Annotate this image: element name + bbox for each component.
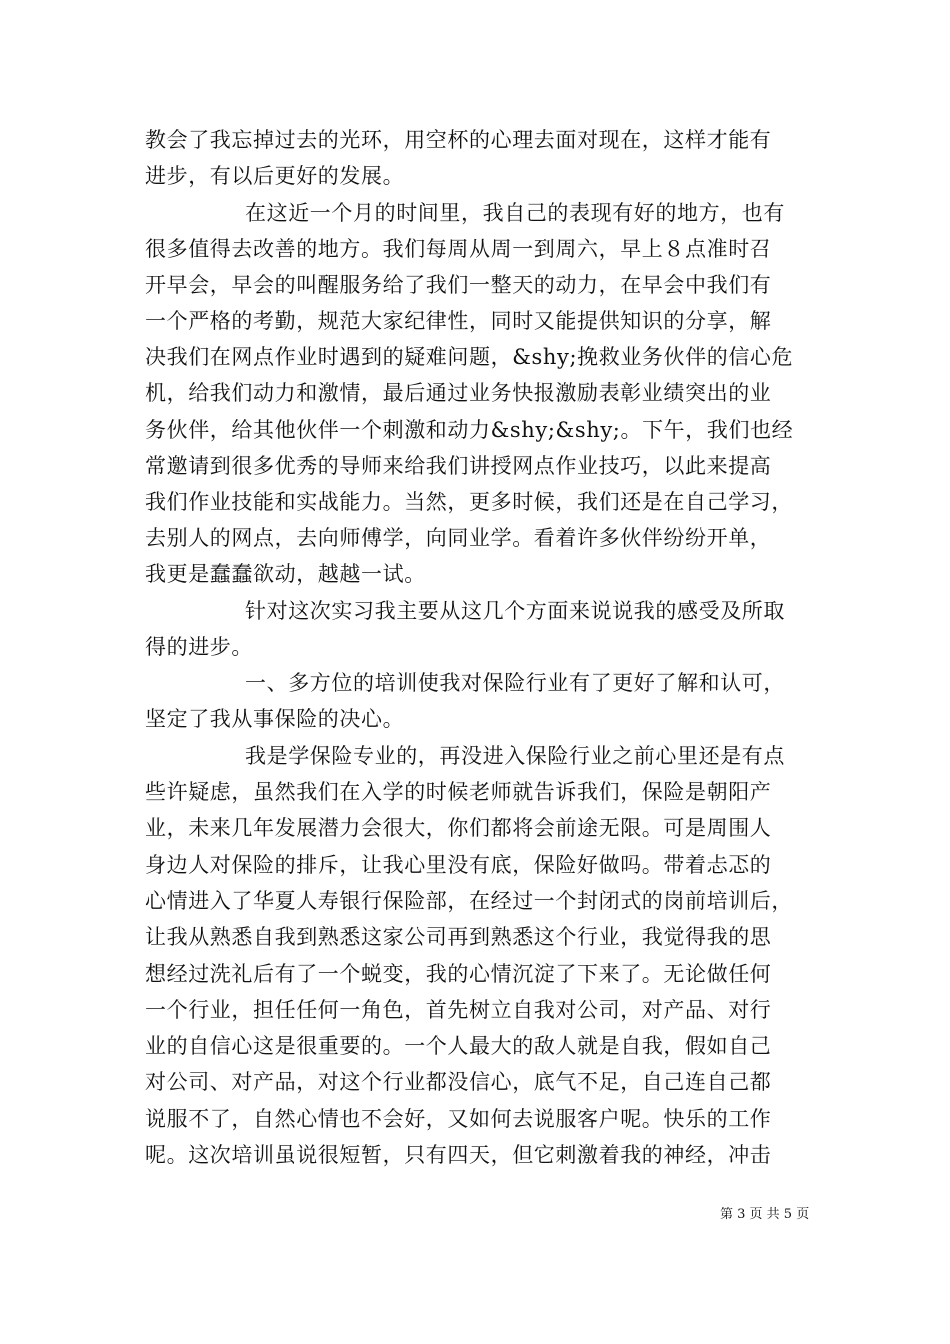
- text-line: 些许疑虑，虽然我们在入学的时候老师就告诉我们，保险是朝阳产: [145, 780, 772, 804]
- page-number-footer: 第 3 页 共 5 页: [720, 1207, 810, 1222]
- text-line: 务伙伴，给其他伙伴一个刺激和动力&shy;&shy;。下午，我们也经: [145, 418, 794, 442]
- text-line: 让我从熟悉自我到熟悉这家公司再到熟悉这个行业，我觉得我的思: [145, 925, 772, 949]
- text-line: 机，给我们动力和激情，最后通过业务快报激励表彰业绩突出的业: [145, 381, 772, 405]
- text-line: 一个严格的考勤，规范大家纪律性，同时又能提供知识的分享，解: [145, 309, 772, 333]
- text-line: 开早会，早会的叫醒服务给了我们一整天的动力，在早会中我们有: [145, 273, 772, 297]
- text-line: 一个行业，担任任何一角色，首先树立自我对公司，对产品、对行: [145, 998, 772, 1022]
- text-line: 得的进步。: [145, 635, 253, 659]
- text-line: 业，未来几年发展潜力会很大，你们都将会前途无限。可是周围人: [145, 816, 772, 840]
- text-line: 想经过洗礼后有了一个蜕变，我的心情沉淀了下来了。无论做任何: [145, 962, 772, 986]
- text-line: 我更是蠢蠢欲动，越越一试。: [145, 562, 426, 586]
- text-line: 说服不了，自然心情也不会好，又如何去说服客户呢。快乐的工作: [145, 1107, 772, 1131]
- section-heading-line: 坚定了我从事保险的决心。: [145, 707, 405, 731]
- text-line: 呢。这次培训虽说很短暂，只有四天，但它刺激着我的神经，冲击: [145, 1143, 772, 1167]
- text-line: 业的自信心这是很重要的。一个人最大的敌人就是自我，假如自己: [145, 1034, 772, 1058]
- paragraph-start-line: 在这近一个月的时间里，我自己的表现有好的地方，也有: [245, 201, 785, 225]
- text-line: 进步，有以后更好的发展。: [145, 164, 405, 188]
- paragraph-start-line: 针对这次实习我主要从这几个方面来说说我的感受及所取: [245, 599, 785, 623]
- text-line: 我们作业技能和实战能力。当然，更多时候，我们还是在自己学习，: [145, 490, 793, 514]
- text-line: 心情进入了华夏人寿银行保险部，在经过一个封闭式的岗前培训后，: [145, 889, 793, 913]
- text-line: 决我们在网点作业时遇到的疑难问题，&shy;挽救业务伙伴的信心危: [145, 345, 794, 369]
- text-line: 常邀请到很多优秀的导师来给我们讲授网点作业技巧，以此来提高: [145, 454, 772, 478]
- text-line: 身边人对保险的排斥，让我心里没有底，保险好做吗。带着忐忑的: [145, 853, 772, 877]
- text-line: 对公司、对产品，对这个行业都没信心，底气不足，自己连自己都: [145, 1070, 772, 1094]
- text-line: 去别人的网点，去向师傅学，向同业学。看着许多伙伴纷纷开单，: [145, 526, 772, 550]
- text-line: 很多值得去改善的地方。我们每周从周一到周六，早上８点准时召: [145, 237, 772, 261]
- section-heading-line: 一、多方位的培训使我对保险行业有了更好了解和认可，: [245, 671, 785, 695]
- paragraph-start-line: 我是学保险专业的，再没进入保险行业之前心里还是有点: [245, 744, 785, 768]
- text-line: 教会了我忘掉过去的光环，用空杯的心理去面对现在，这样才能有: [145, 128, 772, 152]
